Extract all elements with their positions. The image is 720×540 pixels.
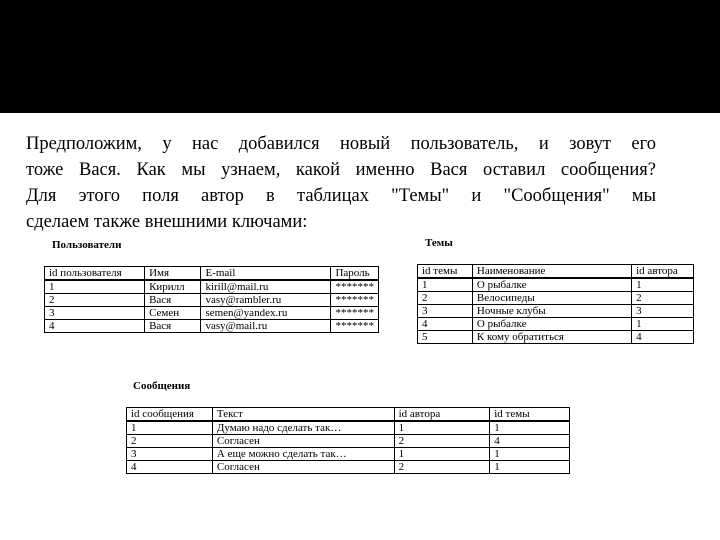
table-cell: vasy@rambler.ru [201,294,331,307]
table-cell: 4 [418,318,473,331]
table-cell: 1 [490,421,570,435]
table-cell: Согласен [212,461,394,474]
table-cell: Вася [145,320,201,333]
table-cell: 4 [45,320,145,333]
table-cell: Кирилл [145,280,201,294]
table-cell: О рыбалке [472,318,631,331]
table-cell: ******* [331,294,379,307]
table-cell: О рыбалке [472,278,631,292]
table-row [127,448,570,461]
header-cell: E-mail [201,267,331,281]
table-cell: ******* [331,320,379,333]
table-cell: ******* [331,280,379,294]
header-cell: id пользователя [45,267,145,281]
users-table-title: Пользователи [52,239,122,251]
paragraph-line: Для этого поля автор в таблицах "Темы" и "Сообщения" мы [26,186,656,206]
header-cell: id автора [394,408,490,422]
table-row [418,305,694,318]
topics-table-title: Темы [425,237,453,249]
table-cell: Вася [145,294,201,307]
slide-paragraph [26,131,656,235]
table-row [127,435,570,448]
header-cell: Наименование [472,265,631,279]
table-cell: 1 [127,421,213,435]
table-cell: 1 [418,278,473,292]
header-cell: id автора [632,265,694,279]
table-cell: 2 [394,461,490,474]
table-row [45,320,379,333]
table-cell: 3 [632,305,694,318]
table-cell: 1 [45,280,145,294]
table-row [45,307,379,320]
messages-table [126,407,570,474]
table-row [418,331,694,344]
table-cell: kirill@mail.ru [201,280,331,294]
table-row [418,292,694,305]
table-cell: 2 [127,435,213,448]
header-cell: Имя [145,267,201,281]
table-cell: 1 [490,448,570,461]
table-cell: 1 [490,461,570,474]
table-header-row [418,265,694,279]
messages-table-title: Сообщения [133,380,191,392]
table-cell: 5 [418,331,473,344]
table-cell: semen@yandex.ru [201,307,331,320]
table-cell: 4 [490,435,570,448]
table-cell: 2 [45,294,145,307]
header-cell: Пароль [331,267,379,281]
table-row [418,278,694,292]
table-row [418,318,694,331]
slide-header-band [0,0,720,113]
table-cell: 2 [394,435,490,448]
header-cell: Текст [212,408,394,422]
table-cell: 2 [418,292,473,305]
topics-table [417,264,694,344]
table-cell: 4 [632,331,694,344]
header-cell: id сообщения [127,408,213,422]
table-row [127,461,570,474]
table-cell: 3 [418,305,473,318]
table-cell: К кому обратиться [472,331,631,344]
paragraph-line: Предположим, у нас добавился новый пользователь, и зовут его [26,134,656,154]
table-cell: ******* [331,307,379,320]
table-cell: Семен [145,307,201,320]
table-cell: Велосипеды [472,292,631,305]
table-cell: А еще можно сделать так… [212,448,394,461]
paragraph-line: сделаем также внешними ключами: [26,212,308,232]
header-cell: id темы [490,408,570,422]
table-cell: vasy@mail.ru [201,320,331,333]
table-row [45,294,379,307]
table-header-row [127,408,570,422]
table-cell: 4 [127,461,213,474]
table-cell: Согласен [212,435,394,448]
messages-table-viewport [126,407,586,479]
table-cell: Ночные клубы [472,305,631,318]
table-cell: 3 [45,307,145,320]
table-cell: 3 [127,448,213,461]
table-cell: 1 [394,448,490,461]
paragraph-line: тоже Вася. Как мы узнаем, какой именно Вася оставил сообщения? [26,160,656,180]
table-cell: 2 [632,292,694,305]
table-row [127,421,570,435]
table-cell: 1 [632,318,694,331]
table-header-row [45,267,379,281]
header-cell: id темы [418,265,473,279]
table-cell: 1 [394,421,490,435]
table-cell: 1 [632,278,694,292]
users-table [44,266,379,333]
table-cell: Думаю надо сделать так… [212,421,394,435]
table-row [45,280,379,294]
